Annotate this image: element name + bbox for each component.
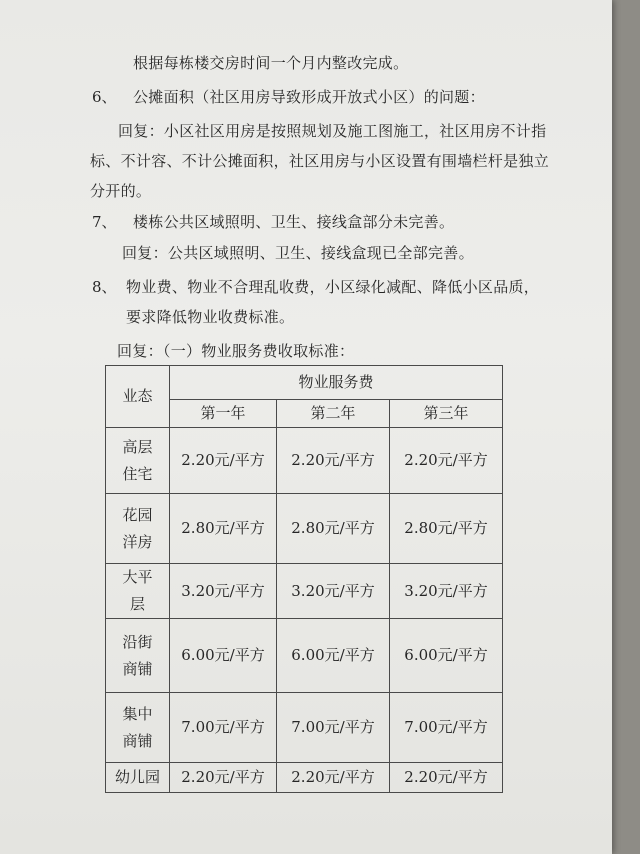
fee-cell: 7.00元/平方 [170,693,277,763]
header-type: 业态 [106,366,170,428]
item-8-reply: 回复：（一）物业服务费收取标准： [117,342,355,360]
fee-cell: 6.00元/平方 [170,619,277,693]
fee-cell: 7.00元/平方 [390,693,503,763]
table-row [106,619,503,693]
table-row [106,564,503,619]
header-year-1: 第一年 [170,400,277,428]
fee-cell: 2.20元/平方 [277,763,390,793]
item-6-number: 6、 [92,88,117,106]
fee-cell: 7.00元/平方 [277,693,390,763]
row-type-label: 沿街商铺 [106,619,170,693]
table-header-row [106,366,503,400]
table-row [106,763,503,793]
fee-cell: 6.00元/平方 [390,619,503,693]
fee-cell: 2.20元/平方 [170,763,277,793]
fee-cell: 3.20元/平方 [277,564,390,619]
fee-cell: 2.20元/平方 [277,428,390,494]
row-type-label: 幼儿园 [106,763,170,793]
item-6-title: 公摊面积（社区用房导致形成开放式小区）的问题： [133,88,485,106]
fee-cell: 2.80元/平方 [390,494,503,564]
table-row [106,693,503,763]
table-row [106,428,503,494]
item-6-reply-line-3: 分开的。 [90,182,152,200]
item-6-reply-line-2: 标、不计容、不计公摊面积，社区用房与小区设置有围墙栏杆是独立 [90,152,550,170]
fee-cell: 2.20元/平方 [170,428,277,494]
fee-cell: 3.20元/平方 [170,564,277,619]
paragraph-completion-note: 根据每栋楼交房时间一个月内整改完成。 [133,54,409,72]
item-8-number: 8、 [92,278,117,296]
row-type-label: 集中商铺 [106,693,170,763]
table-row [106,494,503,564]
row-type-label: 大平层 [106,564,170,619]
item-7-number: 7、 [92,213,117,231]
row-type-label: 高层住宅 [106,428,170,494]
header-year-3: 第三年 [390,400,503,428]
item-8-title-line-1: 物业费、物业不合理乱收费，小区绿化减配、降低小区品质， [126,278,540,296]
item-8-title-line-2: 要求降低物业收费标准。 [126,308,295,326]
fee-cell: 2.80元/平方 [170,494,277,564]
row-type-label: 花园洋房 [106,494,170,564]
fee-cell: 2.80元/平方 [277,494,390,564]
fee-cell: 6.00元/平方 [277,619,390,693]
item-7-reply: 回复：公共区域照明、卫生、接线盒现已全部完善。 [122,244,474,262]
property-fee-table [105,365,503,793]
header-service-fee: 物业服务费 [170,366,503,400]
item-7-title: 楼栋公共区域照明、卫生、接线盒部分未完善。 [133,213,455,231]
header-year-2: 第二年 [277,400,390,428]
fee-cell: 3.20元/平方 [390,564,503,619]
item-6-reply-line-1: 回复：小区社区用房是按照规划及施工图施工，社区用房不计指 [118,122,547,140]
fee-cell: 2.20元/平方 [390,428,503,494]
fee-cell: 2.20元/平方 [390,763,503,793]
